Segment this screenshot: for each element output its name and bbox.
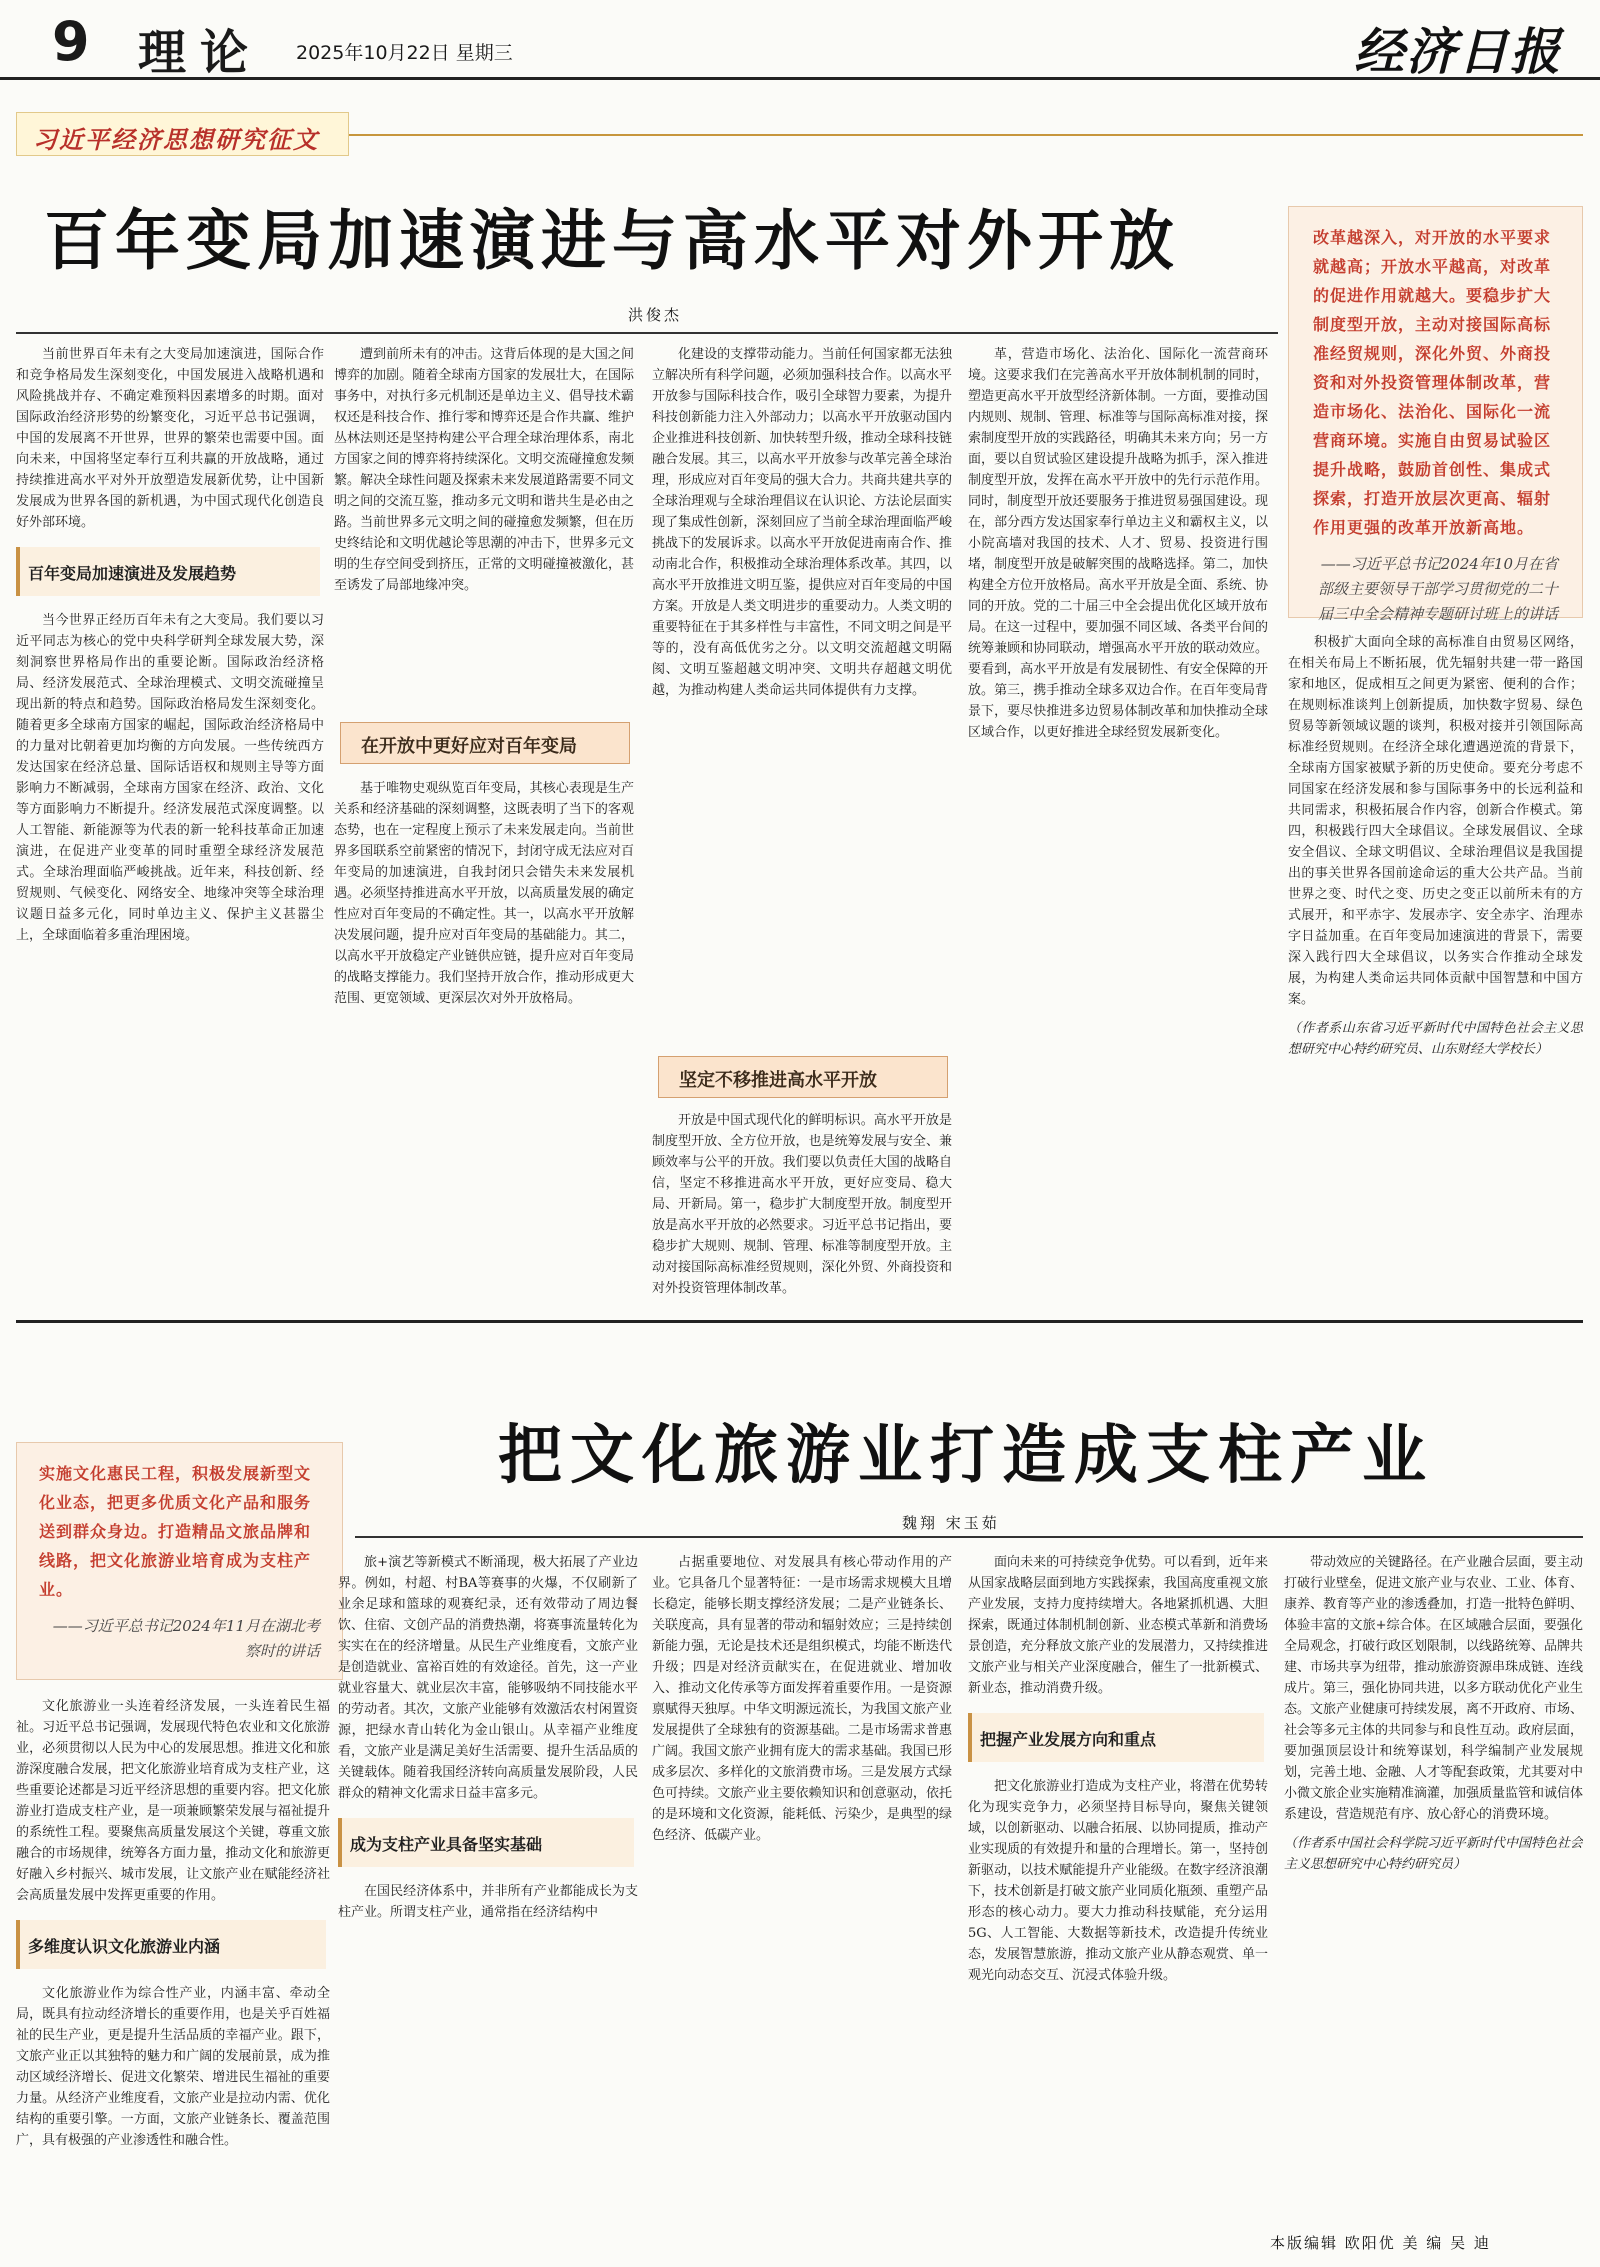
article1-body-paragraph: 积极扩大面向全球的高标准自由贸易区网络，在相关布局上不断拓展，优先辐射共建一带一路国家和地区，促成相互之间更为紧密、便利的合作；在规则标准谈判上创新提质，加快数字贸易、绿色贸易等新领域议题的谈判，积极对接并引领国际高标准经贸规则。在经济全球化遭遇逆流的背景下，全球南方国家被赋予新的历史使命。要充分考虑不同国家在经济发展和参与国际事务中的长远利益和共同需求，积极拓展合作内容，创新合作模式。第四，积极践行四大全球倡议。全球发展倡议、全球安全倡议、全球文明倡议、全球治理倡议是我国提出的事关世界各国前途命运的重大公共产品。当前世界之变、时代之变、历史之变正以前所未有的方式展开，和平赤字、发展赤字、安全赤字、治理赤字日益加重。在百年变局加速演进的背景下，需要深入践行四大全球倡议，以务实合作推动全球发展，为构建人类命运共同体贡献中国智慧和中国方案。	[1288, 635, 1583, 1007]
article1-column-5	[1288, 632, 1583, 1308]
article1-body-paragraph: 遭到前所未有的冲击。这背后体现的是大国之间博弈的加剧。随着全球南方国家的发展壮大，在国际事务中，对执行多元机制还是单边主义、倡导技术霸权还是科技合作、推行零和博弈还是合作共赢、维护丛林法则还是坚持构建公平合理全球治理体系，南北方国家之间的博弈将持续深化。文明交流碰撞愈发频繁。解决全球性问题及探索未来发展道路需要不同文明之间的交流互鉴，推动多元文明和谐共生是必由之路。当前世界多元文明之间的碰撞愈发频繁，但在历史终结论和文明优越论等思潮的冲击下，世界多元文明的生存空间受到挤压，正常的文明碰撞被激化，甚至诱发了局部地缘冲突。	[334, 347, 634, 593]
article1-column-4	[968, 344, 1268, 1308]
page-number: 9	[52, 10, 90, 73]
article2-quote: 实施文化惠民工程，积极发展新型文化业态，把更多优质文化产品和服务送到群众身边。打造精品文旅品牌和线路，把文化旅游业培育成为支柱产业。	[39, 1464, 312, 1599]
article1-column-1	[16, 344, 324, 1308]
article1-column-3-bottom	[652, 1110, 952, 1308]
series-tag	[16, 112, 349, 156]
article1-section-box-2	[340, 722, 630, 764]
series-tag-label: 习近平经济思想研究征文	[33, 125, 319, 154]
article2-column-4	[968, 1552, 1268, 2236]
article2-body-paragraph: 在国民经济体系中，并非所有产业都能成长为支柱产业。所谓支柱产业，通常指在经济结构中	[338, 1884, 638, 1920]
article2-body-paragraph: 带动效应的关键路径。在产业融合层面，要主动打破行业壁垒，促进文旅产业与农业、工业、体育、康养、教育等产业的渗透叠加，打造一批特色鲜明、体验丰富的文旅+综合体。在区域融合层面，要强化全局观念，打破行政区划限制，以线路统筹、品牌共建、市场共享为纽带，推动旅游资源串珠成链、连线成片。第三，强化协同共进，以多方联动优化产业生态。文旅产业健康可持续发展，离不开政府、市场、社会等多元主体的共同参与和良性互动。政府层面，要加强顶层设计和统筹谋划，科学编制产业发展规划，完善土地、金融、人才等配套政策，尤其要对中小微文旅企业实施精准滴灌，加强质量监管和诚信体系建设，营造规范有序、放心舒心的消费环境。	[1284, 1555, 1583, 1822]
article2-subheading-1: 多维度认识文化旅游业内涵	[16, 1920, 326, 1969]
article1-body-paragraph: 开放是中国式现代化的鲜明标识。高水平开放是制度型开放、全方位开放，也是统筹发展与安全、兼顾效率与公平的开放。我们要以负责任大国的战略自信，坚定不移推进高水平开放，更好应变局、稳大局、开新局。第一，稳步扩大制度型开放。制度型开放是高水平开放的必然要求。习近平总书记指出，要稳步扩大规则、规制、管理、标准等制度型开放。主动对接国际高标准经贸规则，深化外贸、外商投资和对外投资管理体制改革。	[652, 1113, 952, 1296]
article1-headline: 百年变局加速演进与高水平对外开放	[44, 203, 1181, 279]
article2-column-3	[652, 1552, 952, 2236]
article1-body-paragraph: 当今世界正经历百年未有之大变局。我们要以习近平同志为核心的党中央科学研判全球发展大势，深刻洞察世界格局作出的重要论断。国际政治经济格局、经济发展范式、全球治理模式、文明交流碰撞呈现出新的特点和趋势。国际政治格局发生深刻变化。随着更多全球南方国家的崛起，国际政治经济格局中的力量对比朝着更加均衡的方向发展。一些传统西方发达国家在经济总量、国际话语权和规则主导等方面影响力不断减弱，全球南方国家在经济、政治、文化等方面影响力不断提升。经济发展范式深度调整。以人工智能、新能源等为代表的新一轮科技革命正加速演进，在促进产业变革的同时重塑全球经济发展范式。全球治理面临严峻挑战。近年来，科技创新、经贸规则、气候变化、网络安全、地缘冲突等全球治理议题日益多元化，同时单边主义、保护主义甚嚣尘上，全球面临着多重治理困境。	[16, 613, 324, 943]
article1-column-2-top	[334, 344, 634, 694]
article1-author-note: （作者系山东省习近平新时代中国特色社会主义思想研究中心特约研究员、山东财经大学校长）	[1288, 1021, 1583, 1057]
article2-body-paragraph: 把文化旅游业打造成为支柱产业，将潜在优势转化为现实竞争力，必须坚持目标导向，聚焦关键领域，以创新驱动、以融合拓展、以协同提质，推动产业实现质的有效提升和量的合理增长。第一，坚持创新驱动，以技术赋能提升产业能级。在数字经济浪潮下，技术创新是打破文旅产业同质化瓶颈、重塑产品形态的核心动力。要大力推动科技赋能，充分运用5G、人工智能、大数据等新技术，改造提升传统业态，发展智慧旅游，推动文旅产业从静态观赏、单一观光向动态交互、沉浸式体验升级。	[968, 1779, 1268, 1983]
article2-body-paragraph: 占据重要地位、对发展具有核心带动作用的产业。它具备几个显著特征：一是市场需求规模大且增长稳定，能够长期支撑经济发展；二是产业链条长、关联度高，具有显著的带动和辐射效应；三是持续创新能力强，无论是技术还是组织模式，均能不断迭代升级；四是对经济贡献实在，在促进就业、增加收入、推动文化传承等方面发挥着重要作用。一是资源禀赋得天独厚。中华文明源远流长，为我国文旅产业发展提供了全球独有的资源基础。二是市场需求普惠广阔。我国文旅产业拥有庞大的需求基础。我国已形成多层次、多样化的文旅消费市场。三是发展方式绿色可持续。文旅产业主要依赖知识和创意驱动，依托的是环境和文化资源，能耗低、污染少，是典型的绿色经济、低碳产业。	[652, 1555, 952, 1843]
article1-column-3-top	[652, 344, 952, 1034]
article1-body-paragraph: 革，营造市场化、法治化、国际化一流营商环境。这要求我们在完善高水平开放体制机制的同时，塑造更高水平开放型经济新体制。一方面，要推动国内规则、规制、管理、标准等与国际高标准对接，探索制度型开放的实践路径，明确其未来方向；另一方面，要以自贸试验区建设提升战略为抓手，深入推进制度型开放，发挥在高水平开放中的先行示范作用。同时，制度型开放还要服务于推进贸易强国建设。现在，部分西方发达国家奉行单边主义和霸权主义，以小院高墙对我国的技术、人才、贸易、投资进行围堵，制度型开放是破解突围的战略选择。第二，加快构建全方位开放格局。高水平开放是全面、系统、协同的开放。党的二十届三中全会提出优化区域开放布局。在这一过程中，要加强不同区域、各类平台间的统筹兼顾和协同联动，增强高水平开放的联动效应。要看到，高水平开放是有发展韧性、有安全保障的开放。第三，携手推动全球多双边合作。在百年变局背景下，要尽快推进多边贸易体制改革和加快推动全球区域合作，以更好推进全球经贸发展新变化。	[968, 347, 1268, 740]
article2-subheading-3: 把握产业发展方向和重点	[968, 1713, 1264, 1762]
article2-column-2	[338, 1552, 638, 2236]
article1-quote: 改革越深入，对开放的水平要求就越高；开放水平越高，对改革的促进作用就越大。要稳步扩大制度型开放，主动对接国际高标准经贸规则，深化外贸、外商投资和对外投资管理体制改革，营造市场化、法治化、国际化一流营商环境。实施自由贸易试验区提升战略，鼓励首创性、集成式探索，打造开放层次更高、辐射作用更强的改革开放新高地。	[1313, 228, 1552, 537]
article2-author-note: （作者系中国社会科学院习近平新时代中国特色社会主义思想研究中心特约研究员）	[1284, 1836, 1583, 1872]
article1-title-rule	[16, 332, 1278, 334]
page-date: 2025年10月22日 星期三	[296, 42, 513, 64]
article2-subheading-2: 成为支柱产业具备坚实基础	[338, 1818, 634, 1867]
article1-quote-box	[1288, 206, 1583, 623]
article2-column-5	[1284, 1552, 1583, 2222]
article1-subheading-1: 百年变局加速演进及发展趋势	[16, 547, 320, 596]
article1-byline: 洪俊杰	[628, 306, 683, 324]
article1-section-heading-2: 在开放中更好应对百年变局	[361, 736, 577, 757]
article1-body-paragraph: 基于唯物史观纵览百年变局，其核心表现是生产关系和经济基础的深刻调整，这既表明了当下的客观态势，也在一定程度上预示了未来发展走向。当前世界多国联系空前紧密的情况下，封闭守成无法应对百年变局的加速演进，自我封闭只会错失未来发展机遇。必须坚持推进高水平开放，以高质量发展的确定性应对百年变局的不确定性。其一，以高水平开放解决发展问题，提升应对百年变局的基础能力。其二，以高水平开放稳定产业链供应链，提升应对百年变局的战略支撑能力。我们坚持开放合作，推动形成更大范围、更宽领域、更深层次对外开放格局。	[334, 781, 634, 1006]
article2-headline: 把文化旅游业打造成支柱产业	[498, 1418, 1434, 1493]
article1-intro-paragraph: 当前世界百年未有之大变局加速演进，国际合作和竞争格局发生深刻变化，中国发展进入战略机遇和风险挑战并存、不确定难预料因素增多的时期。面对国际政治经济形势的纷繁变化，习近平总书记强调，中国的发展离不开世界，世界的繁荣也需要中国。面向未来，中国将坚定奉行互利共赢的开放战略，通过持续推进高水平对外开放塑造发展新优势，让中国新发展成为世界各国的新机遇，为中国式现代化创造良好外部环境。	[16, 347, 324, 530]
article2-byline: 魏翔 宋玉茹	[902, 1514, 1000, 1532]
article2-body-paragraph: 面向未来的可持续竞争优势。可以看到，近年来从国家战略层面到地方实践探索，我国高度重视文旅产业发展，支持力度持续增大。各地紧抓机遇、大胆探索，既通过体制机制创新、业态模式革新和消费场景创造，充分释放文旅产业的发展潜力，又持续推进文旅产业与相关产业深度融合，催生了一批新模式、新业态，推动消费升级。	[968, 1555, 1268, 1696]
newspaper-logo: 经济日报	[1354, 22, 1562, 81]
article1-body-paragraph: 化建设的支撑带动能力。当前任何国家都无法独立解决所有科学问题，必须加强科技合作。以高水平开放参与国际科技合作，吸引全球智力要素，为提升科技创新能力注入外部动力；以高水平开放驱动国内企业推进科技创新、加快转型升级，推动全球科技链融合发展。其三，以高水平开放参与改革完善全球治理，形成应对百年变局的强大合力。共商共建共享的全球治理观与全球治理倡议在认识论、方法论层面实现了集成性创新，深刻回应了当前全球治理面临严峻挑战下的发展诉求。以高水平开放促进南南合作、推动南北合作，积极推动全球治理体系改革。其四，以高水平开放推进文明互鉴，提供应对百年变局的中国方案。开放是人类文明进步的重要动力。人类文明的重要特征在于其多样性与丰富性，不同文明之间是平等的，没有高低优劣之分。以文明交流超越文明隔阂、文明互鉴超越文明冲突、文明共存超越文明优越，为推动构建人类命运共同体提供有力支撑。	[652, 347, 952, 698]
article2-body-paragraph: 旅+演艺等新模式不断涌现，极大拓展了产业边界。例如，村超、村BA等赛事的火爆，不仅刷新了业余足球和篮球的观赛纪录，还有效带动了周边餐饮、住宿、文创产品的消费热潮，将赛事流量转化为实实在在的经济增量。从民生产业维度看，文旅产业是创造就业、富裕百姓的有效途径。首先，这一产业就业容量大、就业层次丰富，能够吸纳不同技能水平的劳动者。其次，文旅产业能够有效激活农村闲置资源，把绿水青山转化为金山银山。从幸福产业维度看，文旅产业是满足美好生活需要、提升生活品质的关键载体。随着我国经济转向高质量发展阶段，人民群众的精神文化需求日益丰富多元。	[338, 1555, 638, 1801]
article2-body-paragraph: 文化旅游业作为综合性产业，内涵丰富、牵动全局，既具有拉动经济增长的重要作用，也是关乎百姓福祉的民生产业，更是提升生活品质的幸福产业。跟下，文旅产业正以其独特的魅力和广阔的发展前景，成为推动区域经济增长、促进文化繁荣、增进民生福祉的重要力量。从经济产业维度看，文旅产业是拉动内需、优化结构的重要引擎。一方面，文旅产业链条长、覆盖范围广，具有极强的产业渗透性和融合性。	[16, 1986, 330, 2148]
page-editor-credit: 本版编辑 欧阳优 美 编 吴 迪	[1270, 2234, 1491, 2252]
article2-intro-paragraph: 文化旅游业一头连着经济发展，一头连着民生福祉。习近平总书记强调，发展现代特色农业和文化旅游业，必须贯彻以人民为中心的发展思想。推进文化和旅游深度融合发展，把文化旅游业培育成为支柱产业，这些重要论述都是习近平经济思想的重要内容。把文化旅游业打造成支柱产业，是一项兼顾繁荣发展与福祉提升的系统性工程。要聚焦高质量发展这个关键，尊重文旅融合的市场规律，统筹各方面力量，推动文化和旅游更好融入乡村振兴、城市发展，让文旅产业在赋能经济社会高质量发展中发挥更重要的作用。	[16, 1699, 330, 1903]
article2-title-rule	[355, 1536, 1583, 1538]
article1-quote-source: ——习近平总书记2024年10月在省部级主要领导干部学习贯彻党的二十届三中全会精神专题研讨班上的讲话	[1317, 555, 1558, 623]
page-section-name: 理论	[138, 25, 263, 81]
article-divider	[16, 1320, 1583, 1323]
article2-quote-source: ——习近平总书记2024年11月在湖北考察时的讲话	[52, 1617, 320, 1660]
article2-column-1	[16, 1696, 330, 2236]
article2-quote-box	[16, 1442, 343, 1680]
article1-section-box-3	[658, 1056, 948, 1098]
article1-column-2-bottom	[334, 778, 634, 1308]
page-masthead	[0, 0, 1600, 80]
top-rule	[349, 134, 1583, 136]
article1-section-heading-3: 坚定不移推进高水平开放	[679, 1070, 877, 1091]
